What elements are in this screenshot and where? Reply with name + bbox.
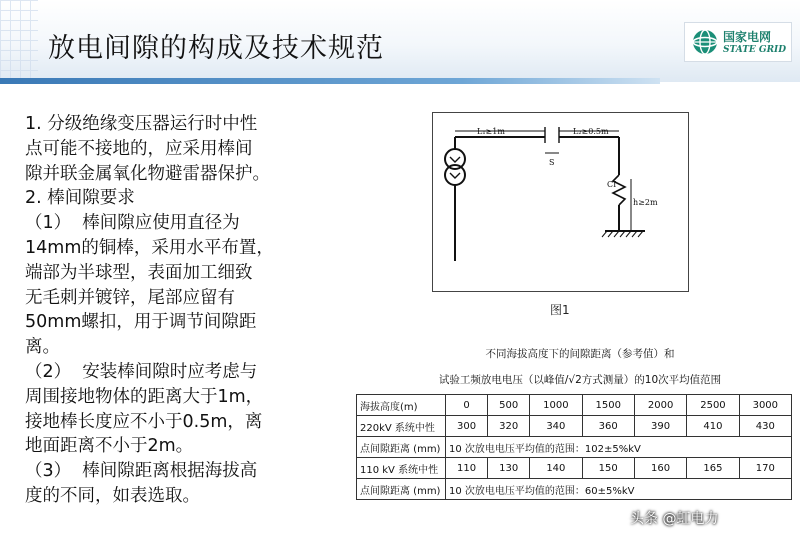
table-cell: 165 [687,458,739,479]
table-cell: 110 [446,458,488,479]
table-cell: 10 次放电电压平均值的范围：60±5%kV [446,479,792,500]
header-grid-decoration [0,0,38,82]
table-row [357,395,792,416]
text-line: 隙并联金属氧化物避雷器保护。 [25,163,270,184]
table-cell: 140 [530,458,582,479]
logo-chinese-text: 国家电网 [723,30,772,44]
label-gap: S [549,158,555,167]
table-cell: 160 [634,458,686,479]
table-cell: 500 [488,395,530,416]
header-bar [0,0,800,82]
text-line: 无毛刺并镀锌，尾部应留有 [25,287,235,308]
table-cell: 320 [488,416,530,437]
table-row [357,437,792,458]
table-title-line2: 试验工频放电电压（以峰值/√2方式测量）的10次平均值范围 [438,374,722,386]
table-cell: 300 [446,416,488,437]
table-cell: 390 [634,416,686,437]
arrester-symbol [613,175,625,205]
text-line: 50mm螺扣，用于调节间隙距 [25,312,257,333]
text-line: 端部为半球型，表面加工细致 [25,262,253,283]
text-line: （1） 棒间隙应使用直径为 [25,213,240,234]
table-cell: 点间隙距离 (mm) [357,479,446,500]
text-line: 周围接地物体的距离大于1m， [25,386,264,407]
diagram-drawing [433,113,688,291]
table-cell: 10 次放电电压平均值的范围：102±5%kV [446,437,792,458]
table-title-line1: 不同海拔高度下的间隙距离（参考值）和 [485,348,675,360]
state-grid-globe-icon [691,28,719,56]
rod-gap-diagram [432,112,689,292]
label-l1: L₁≥1m [477,127,505,136]
table-cell: 点间隙距离 (mm) [357,437,446,458]
table-row [357,416,792,437]
text-line: 点可能不接地的，应采用棒间 [25,138,253,159]
figure-caption: 图1 [550,303,570,317]
text-line: 2. 棒间隙要求 [25,188,135,209]
text-line: （3） 棒间隙距离根据海拔高 [25,461,258,482]
table-cell: 2500 [687,395,739,416]
text-line: 离。 [25,337,60,358]
table-cell: 1500 [582,395,634,416]
table-cell: 130 [488,458,530,479]
table-cell: 0 [446,395,488,416]
requirements-text [25,112,345,509]
table-cell: 340 [530,416,582,437]
logo-english-text: STATE GRID [723,45,787,55]
text-line: 度的不同，如表选取。 [25,485,200,506]
table-cell: 430 [739,416,791,437]
table-cell: 110 kV 系统中性 [357,458,446,479]
text-line: 地面距离不小于2m。 [25,436,194,457]
table-cell: 170 [739,458,791,479]
text-line: 接地棒长度应不小于0.5m，离 [25,411,263,432]
gap-distance-table [356,394,792,500]
table-cell: 360 [582,416,634,437]
label-arrester: CI [607,180,617,189]
table-cell: 410 [687,416,739,437]
table-cell: 海拔高度(m) [357,395,446,416]
table-cell: 2000 [634,395,686,416]
table-cell: 3000 [739,395,791,416]
text-line: 14mm的铜棒，采用水平布置， [25,237,274,258]
header-divider [0,78,660,84]
table-row [357,479,792,500]
text-line: 1. 分级绝缘变压器运行时中性 [25,114,258,134]
page-title: 放电间隙的构成及技术规范 [48,33,384,64]
table-cell: 1000 [530,395,582,416]
label-l2: L₂≥0.5m [573,127,609,136]
watermark: 头条 @虹电力 [630,511,719,527]
label-height: h≥2m [633,198,658,207]
table-cell: 150 [582,458,634,479]
table-cell: 220kV 系统中性 [357,416,446,437]
state-grid-logo [684,22,792,62]
table-row [357,458,792,479]
text-line: （2） 安装棒间隙时应考虑与 [25,361,258,382]
